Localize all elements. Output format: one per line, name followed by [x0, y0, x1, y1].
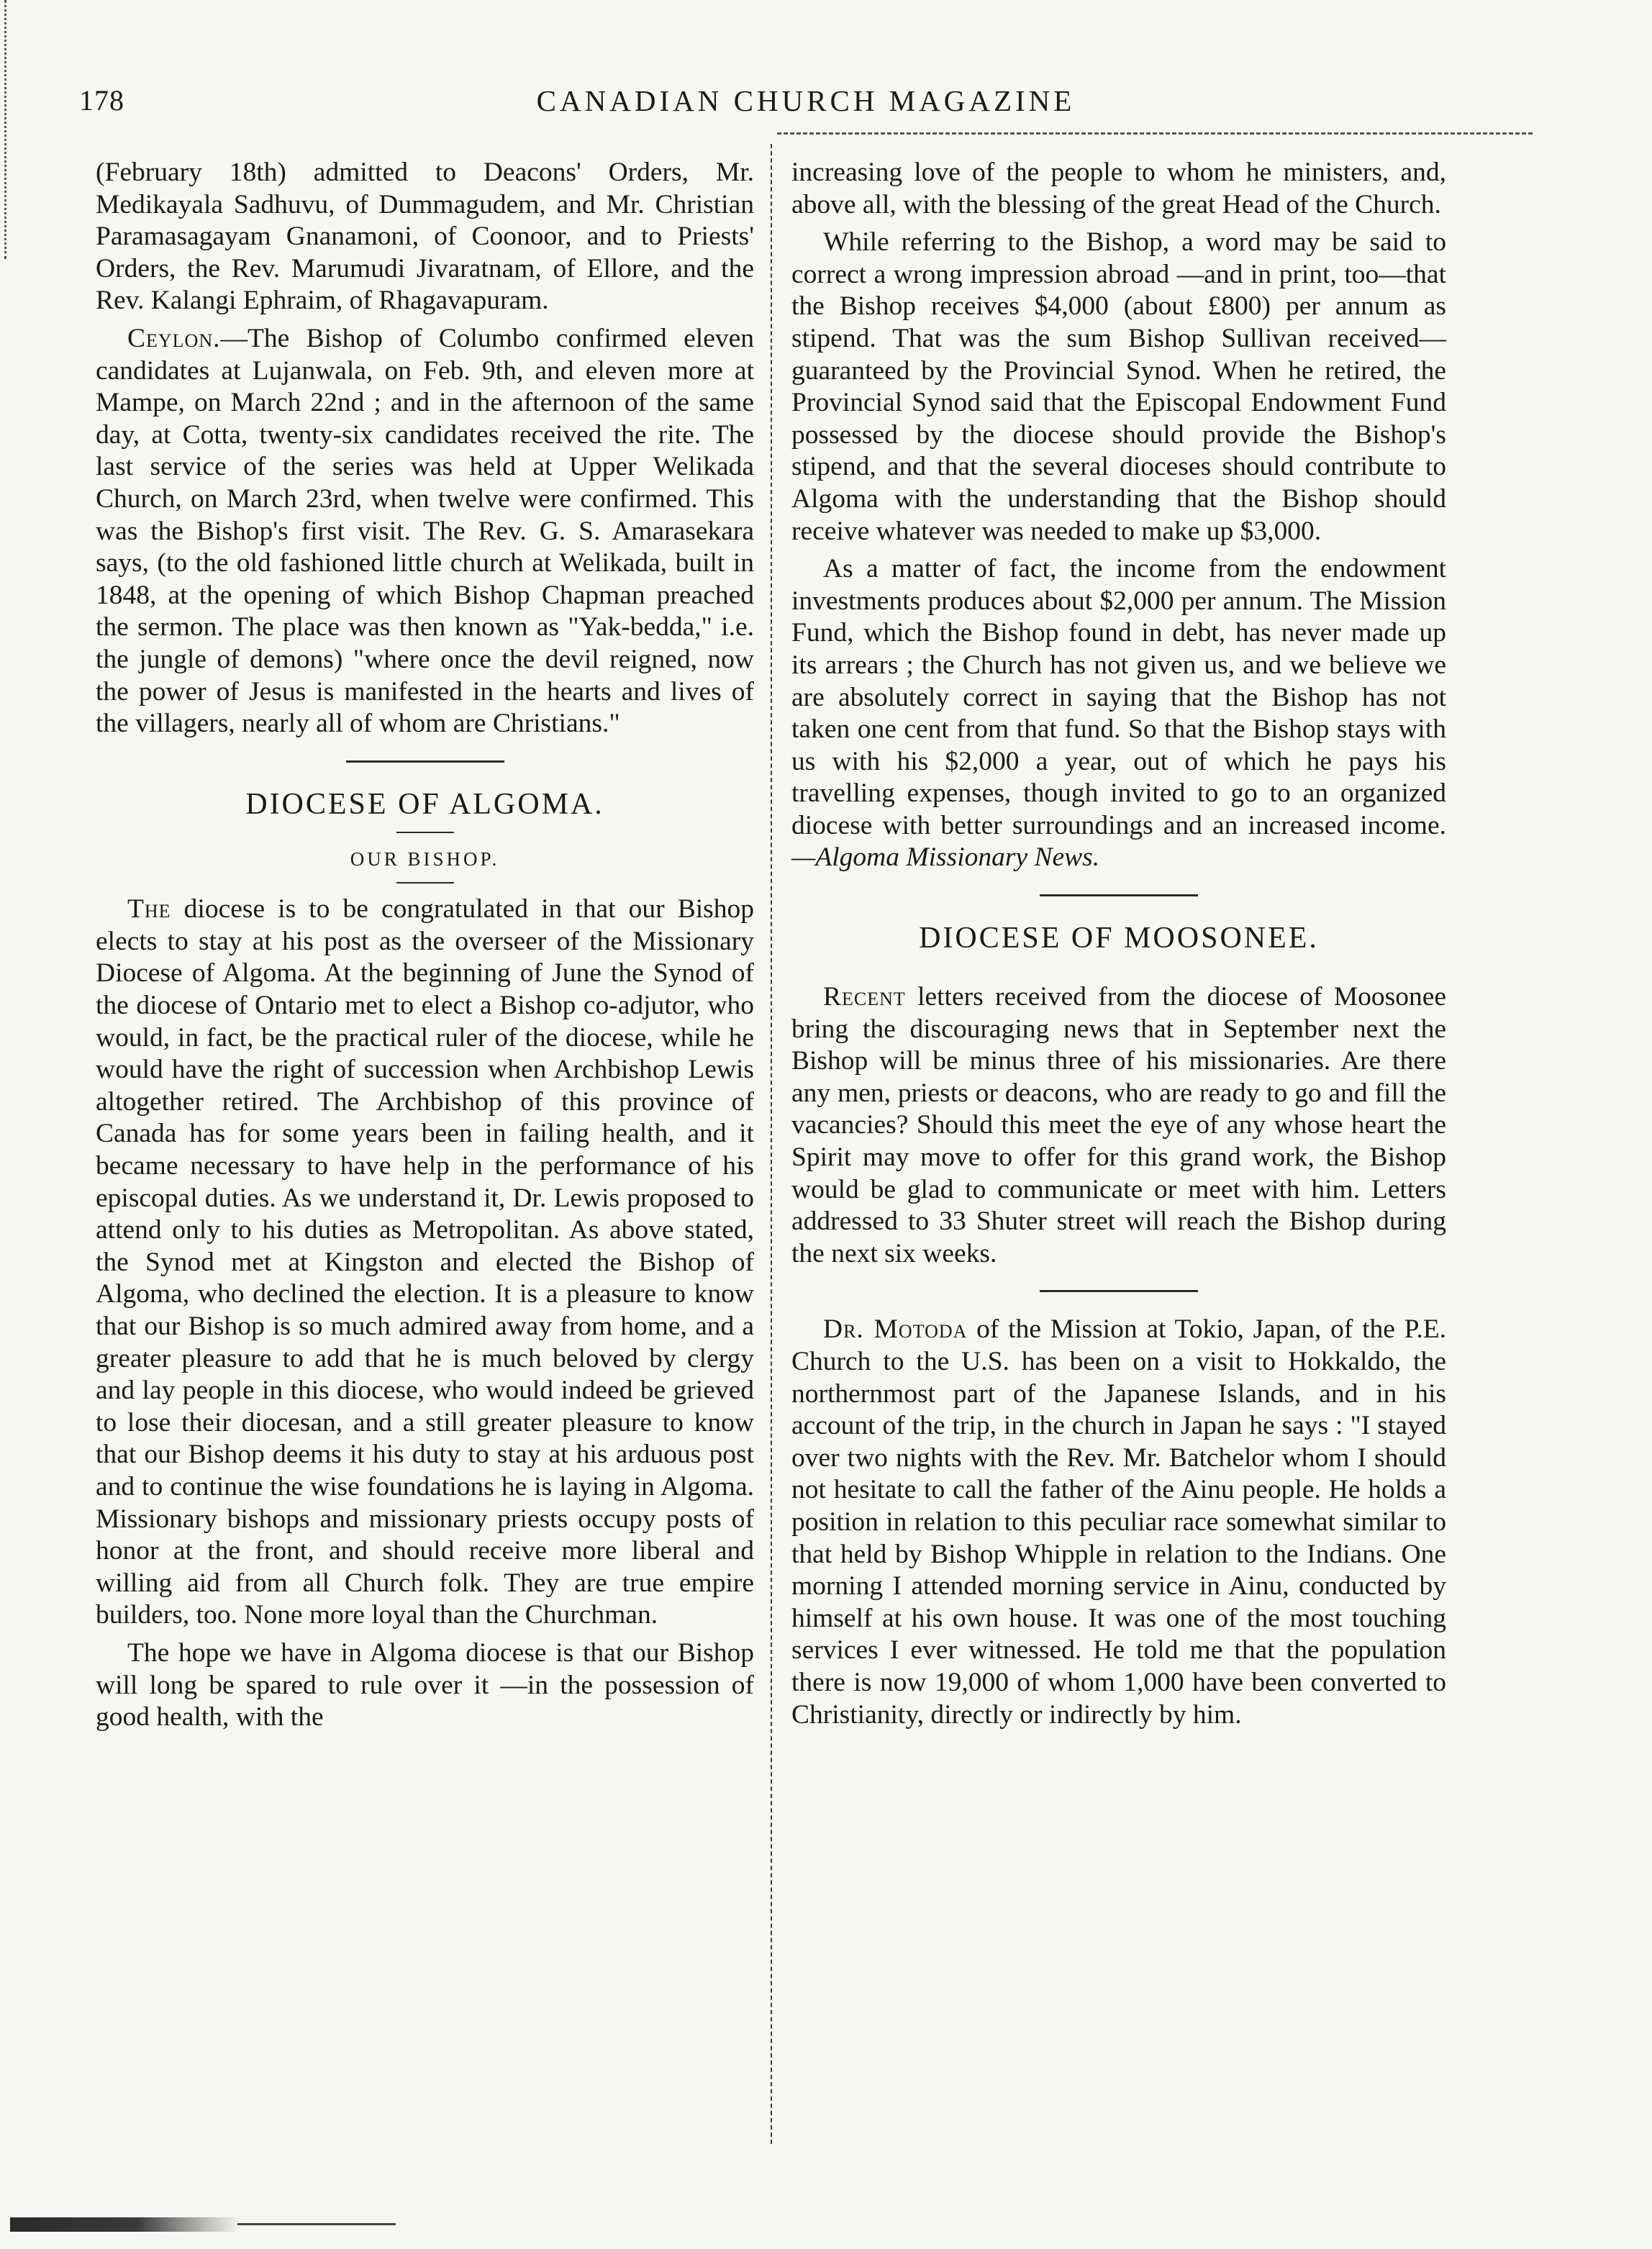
deacons-paragraph: (February 18th) admitted to Deacons' Orders, Mr. Medikayala Sadhuvu, of Dummagudem, and Mr. Christian Paramasagayam Gnanamoni, of Coonoor, and to Priests' Orders, the Rev. Marumudi Jivaratnam, of Ellore, and the Rev. Kalangi Ephraim, of Rhagavapuram.	[96, 158, 754, 316]
moosonee-section-title: DIOCESE OF MOOSONEE.	[919, 922, 1319, 955]
ceylon-text: —The Bishop of Columbo confirmed eleven candidates at Lujanwala, on Feb. 9th, and eleven more at Mampe, on March 22nd ; and in the afternoon of the same day, at Cotta, twenty-six candidates received the rite. The last service of the series was held at Upper Welikada Church, on March 23rd, when twelve were confirmed. This was the Bishop's first visit. The Rev. G. S. Amarasekara says, (to the old fashioned little church at Welikada, built in 1848, at the opening of which Bishop Chapman preached the sermon. The place was then known as "Yak-bedda," i.e. the jungle of demons) "where once the devil reigned, now the power of Jesus is manifested in the hearts and lives of the villagers, nearly all of whom are Christians."	[96, 323, 754, 739]
spacer	[791, 963, 1446, 981]
page-number: 178	[79, 84, 124, 117]
income-text: As a matter of fact, the income from the endowment investments produces about $2,000 per annum. The Mission Fund, which the Bishop found in debt, has never made up its arrears ; the Church has not given us, and we believe we are absolutely correct in saying that the Bishop has not taken one cent from that fund. So that the Bishop stays with us with his $2,000 a year, out of which he pays his travelling expenses, though invited to go to an organized diocese with better surroundings and an increased income.	[791, 554, 1446, 840]
left-column	[96, 157, 754, 1740]
section-rule	[346, 760, 504, 763]
algoma-lead: The	[127, 894, 171, 924]
section-rule	[1040, 1290, 1198, 1292]
moosonee-paragraph	[791, 981, 1446, 1270]
ceylon-lead: Ceylon.	[127, 323, 221, 353]
section-rule	[1040, 894, 1198, 896]
magazine-title: CANADIAN CHURCH MAGAZINE	[536, 84, 1076, 117]
motoda-paragraph	[791, 1314, 1446, 1731]
motoda-lead: Dr. Motoda	[823, 1314, 968, 1345]
income-paragraph	[791, 553, 1446, 874]
scan-smudge	[10, 2217, 240, 2232]
algoma-continued-paragraph: increasing love of the people to whom he ministers, and, above all, with the blessing of the great Head of the Church.	[791, 158, 1446, 219]
header-rule	[777, 132, 1533, 135]
algoma-hope-paragraph: The hope we have in Algoma diocese is that our Bishop will long be spared to rule over it —in the possession of good health, with the	[96, 1637, 754, 1732]
column-divider	[771, 144, 772, 2144]
page-header	[79, 78, 1533, 128]
stipend-paragraph: While referring to the Bishop, a word may be said to correct a wrong impression abroad —and in print, too—that the Bishop receives $4,000 (about £800) per annum as stipend. That was the sum Bishop Sullivan received— guaranteed by the Provincial Synod. When he retired, the Provincial Synod said that the Episcopal Endowment Fund possessed by the diocese should provide the Bishop's stipend, and that the several dioceses should contribute to Algoma with the understanding that the Bishop should receive whatever was needed to make up $3,000.	[791, 227, 1446, 546]
algoma-text: diocese is to be congratulated in that our Bishop elects to stay at his post as the overseer of the Missionary Diocese of Algoma. At the beginning of June the Synod of the diocese of Ontario met to elect a Bishop co-adjutor, who would, in fact, be the practical ruler of the diocese, while he would have the right of succession when Archbishop Lewis altogether retired. The Archbishop of this province of Canada has for some years been in failing health, and it became necessary to have help in the performance of his episcopal duties. As we understand it, Dr. Lewis proposed to attend only to his duties as Metropolitan. As above stated, the Synod met at Kingston and elected the Bishop of Algoma, who declined the election. It is a pleasure to know that our Bishop is so much admired away from home, and a greater pleasure to add that he is much beloved by clergy and lay people in this diocese, who would indeed be grieved to lose their diocesan, and a still greater pleasure to know that our Bishop deems it his duty to stay at his arduous post and to continue the wise foundations he is laying in Algoma. Missionary bishops and missionary priests occupy posts of honor at the front, and should receive more liberal and willing aid from all Church folk. They are true empire builders, too. None more loyal than the Churchman.	[96, 894, 754, 1630]
right-column	[791, 157, 1446, 1737]
ceylon-paragraph	[96, 323, 754, 740]
short-rule	[396, 882, 454, 883]
motoda-text: of the Mission at Tokio, Japan, of the P.E. Church to the U.S. has been on a visit to Hokkaldo, the northernmost part of the Japanese Islands, and in his account of the trip, in the church in Japan he says : "I stayed over two nights with the Rev. Mr. Batchelor whom I should not hesitate to call the father of the Ainu people. He holds a position in relation to this peculiar race somewhat similar to that held by Bishop Whipple in relation to the Indians. One morning I attended morning service in Ainu, conducted by himself at his own house. It was one of the most touching services I ever witnessed. He told me that the population there is now 19,000 of whom 1,000 have been converted to Christianity, directly or indirectly by him.	[791, 1314, 1446, 1730]
scan-smudge-tail	[237, 2223, 396, 2225]
algoma-paragraph	[96, 894, 754, 1632]
algoma-subsection-title: OUR BISHOP.	[350, 848, 500, 870]
income-source: —Algoma Missionary News.	[791, 842, 1100, 873]
moosonee-lead: Recent	[823, 982, 906, 1012]
scan-edge-marks	[4, 0, 11, 259]
short-rule	[396, 832, 454, 833]
algoma-section-title: DIOCESE OF ALGOMA.	[245, 787, 604, 821]
moosonee-text: letters received from the diocese of Moosonee bring the discouraging news that in September next the Bishop will be minus three of his missionaries. Are there any men, priests or deacons, who are ready to go and fill the vacancies? Should this meet the eye of any whose heart the Spirit may move to offer for this grand work, the Bishop would be glad to communicate or meet with him. Letters addressed to 33 Shuter street will reach the Bishop during the next six weeks.	[791, 982, 1446, 1268]
